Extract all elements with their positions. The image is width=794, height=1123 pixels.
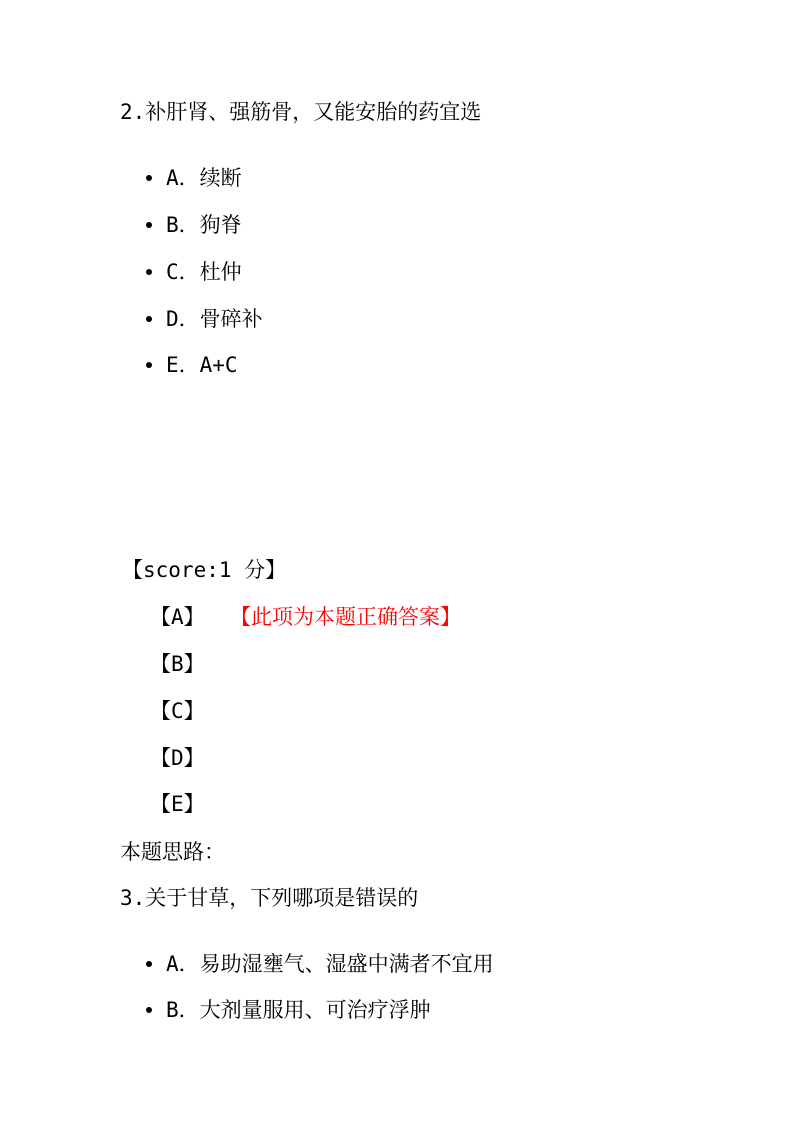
bullet-icon (146, 222, 152, 228)
correct-answer-note: 【此项为本题正确答案】 (230, 605, 461, 629)
option-label: A．易助湿壅气、湿盛中满者不宜用 (166, 952, 494, 976)
option-label: B．大剂量服用、可治疗浮肿 (166, 998, 431, 1022)
question-2-option-e (146, 351, 238, 379)
bullet-icon (146, 961, 152, 967)
option-label: D．骨碎补 (166, 307, 263, 331)
option-label: E．A+C (166, 353, 238, 377)
answer-row-b: 【B】 (150, 652, 205, 676)
question-3-option-a (146, 950, 494, 978)
question-2-option-b (146, 211, 242, 239)
option-label: C．杜仲 (166, 260, 242, 284)
question-2-option-d (146, 305, 263, 333)
question-3-stem: 3.关于甘草，下列哪项是错误的 (120, 886, 419, 910)
answer-row-d: 【D】 (150, 746, 205, 770)
question-3-option-b (146, 996, 431, 1024)
question-2-option-a (146, 164, 242, 192)
bullet-icon (146, 362, 152, 368)
answer-row-a: 【A】 (150, 605, 205, 629)
answer-row-e: 【E】 (150, 792, 205, 816)
option-label: A．续断 (166, 166, 242, 190)
bullet-icon (146, 175, 152, 181)
score-label: 【score:1 分】 (122, 558, 287, 582)
bullet-icon (146, 1007, 152, 1013)
question-2-stem: 2.补肝肾、强筋骨，又能安胎的药宜选 (120, 100, 482, 124)
bullet-icon (146, 316, 152, 322)
option-label: B．狗脊 (166, 213, 242, 237)
thinking-label: 本题思路： (120, 840, 225, 864)
answer-row-c: 【C】 (150, 699, 205, 723)
question-2-option-c (146, 258, 242, 286)
bullet-icon (146, 269, 152, 275)
